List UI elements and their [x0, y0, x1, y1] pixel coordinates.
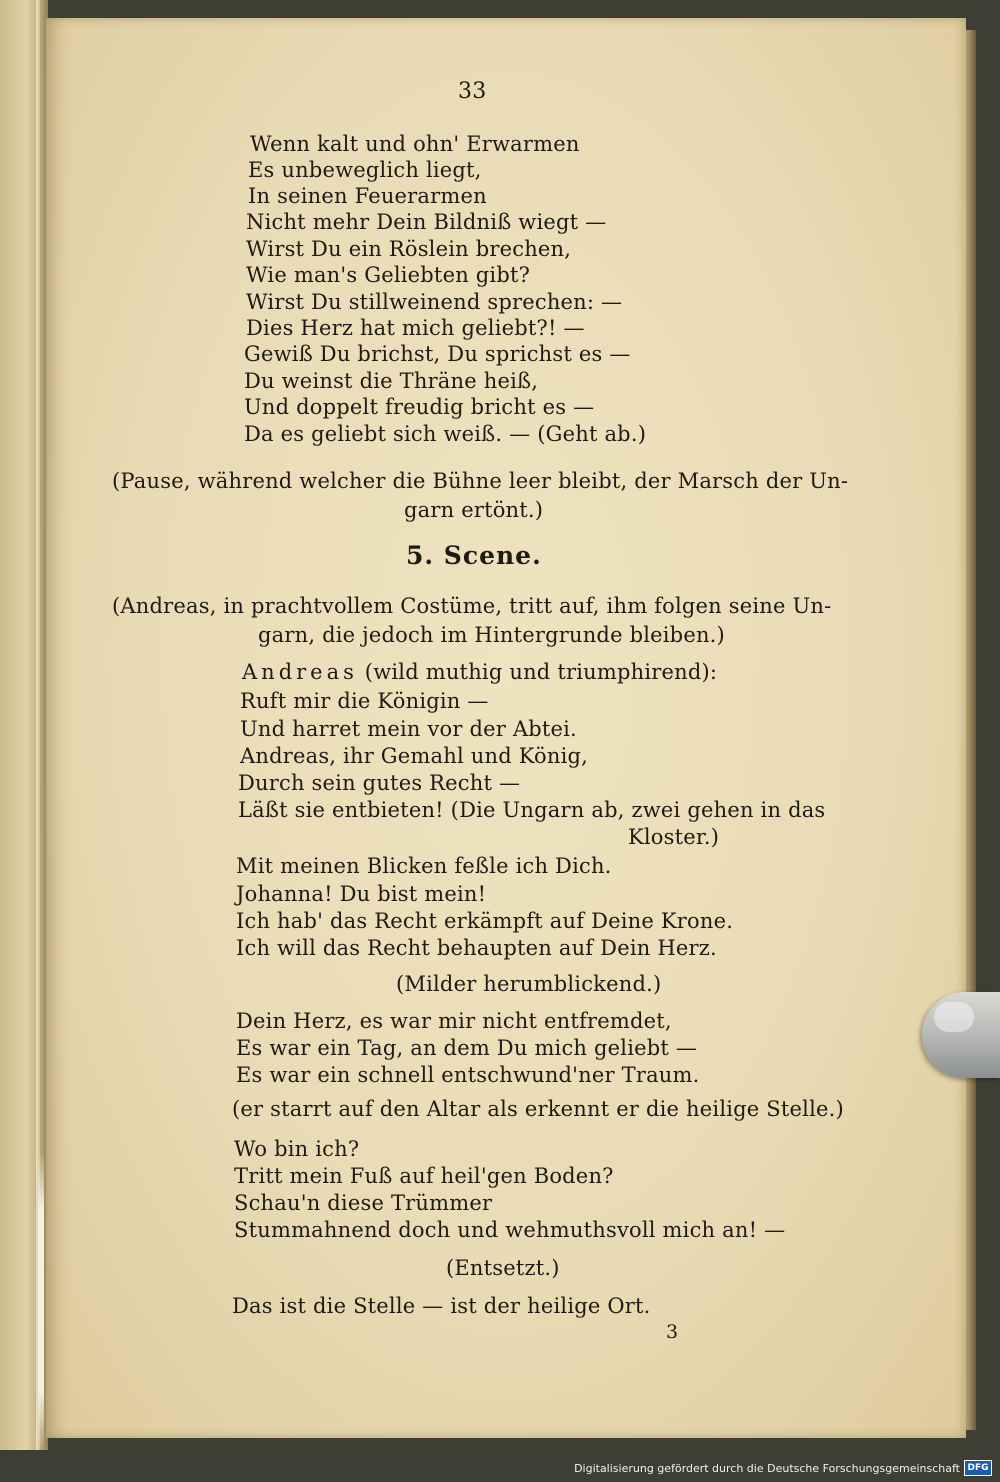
verse-line: Und harret mein vor der Abtei.	[240, 717, 577, 741]
stage-direction-line: garn, die jedoch im Hintergrunde bleiben.)	[258, 623, 725, 647]
verse-line: Es war ein schnell entschwund'ner Traum.	[236, 1063, 700, 1087]
signature-mark: 3	[666, 1321, 679, 1343]
verse-line: Ich hab' das Recht erkämpft auf Deine Krone.	[236, 909, 734, 933]
verse-line: Gewiß Du brichst, Du sprichst es —	[244, 342, 631, 366]
verse-line: Andreas, ihr Gemahl und König,	[240, 744, 589, 768]
page-number: 33	[458, 79, 487, 104]
stage-direction-altar: (er starrt auf den Altar als erkennt er die heilige Stelle.)	[232, 1097, 844, 1121]
verse-line: Dies Herz hat mich geliebt?! —	[246, 316, 585, 340]
verse-line: Ich will das Recht behaupten auf Dein Herz.	[236, 936, 717, 960]
dfg-logo: DFG	[964, 1460, 992, 1476]
speaker-direction: (wild muthig und triumphirend):	[364, 660, 718, 684]
page-clip-highlight	[934, 1002, 974, 1032]
speaker-line	[242, 658, 717, 686]
verse-line: Ruft mir die Königin —	[240, 689, 489, 713]
stage-direction-entsetzt: (Entsetzt.)	[446, 1256, 560, 1280]
verse-line: Es war ein Tag, an dem Du mich geliebt —	[236, 1036, 698, 1060]
verse-line: Durch sein gutes Recht —	[238, 771, 521, 795]
verse-line: Es unbeweglich liegt,	[248, 158, 482, 182]
verse-line: Wie man's Geliebten gibt?	[246, 263, 531, 287]
verse-line: Da es geliebt sich weiß. — (Geht ab.)	[244, 422, 647, 446]
binding-thread	[38, 1150, 44, 1450]
verse-line: Nicht mehr Dein Bildniß wiegt —	[246, 210, 607, 234]
funding-credit: Digitalisierung gefördert durch die Deutsche Forschungsgemeinschaft	[574, 1462, 960, 1475]
verse-line: Wirst Du stillweinend sprechen: —	[246, 290, 623, 314]
verse-line: Und doppelt freudig bricht es —	[244, 395, 595, 419]
speaker-name: Andreas	[242, 660, 358, 684]
verse-line: Du weinst die Thräne heiß,	[244, 369, 539, 393]
verse-line: Wo bin ich?	[234, 1137, 360, 1161]
verse-line: Schau'n diese Trümmer	[234, 1191, 493, 1215]
verse-line: In seinen Feuerarmen	[248, 184, 487, 208]
final-verse-line: Das ist die Stelle — ist der heilige Ort.	[232, 1294, 651, 1318]
scene-heading: 5. Scene.	[406, 541, 542, 570]
verse-line: Wirst Du ein Röslein brechen,	[246, 237, 572, 261]
stage-direction-milder: (Milder herumblickend.)	[396, 972, 662, 996]
stage-direction-line: (Pause, während welcher die Bühne leer bleibt, der Marsch der Un-	[112, 469, 849, 493]
verse-line: Tritt mein Fuß auf heil'gen Boden?	[234, 1164, 614, 1188]
verse-line: Mit meinen Blicken feßle ich Dich.	[236, 854, 612, 878]
stage-direction-line: (Andreas, in prachtvollem Costüme, tritt auf, ihm folgen seine Un-	[112, 594, 832, 618]
stage-direction-line: garn ertönt.)	[404, 498, 544, 522]
verse-line: Dein Herz, es war mir nicht entfremdet,	[236, 1009, 672, 1033]
verse-line: Stummahnend doch und wehmuthsvoll mich an! —	[234, 1218, 786, 1242]
book-page	[46, 18, 966, 1438]
verse-line: Läßt sie entbieten! (Die Ungarn ab, zwei gehen in das	[238, 798, 826, 822]
verse-line: Kloster.)	[628, 825, 720, 849]
verse-line: Wenn kalt und ohn' Erwarmen	[250, 132, 580, 156]
verse-line: Johanna! Du bist mein!	[236, 882, 487, 906]
